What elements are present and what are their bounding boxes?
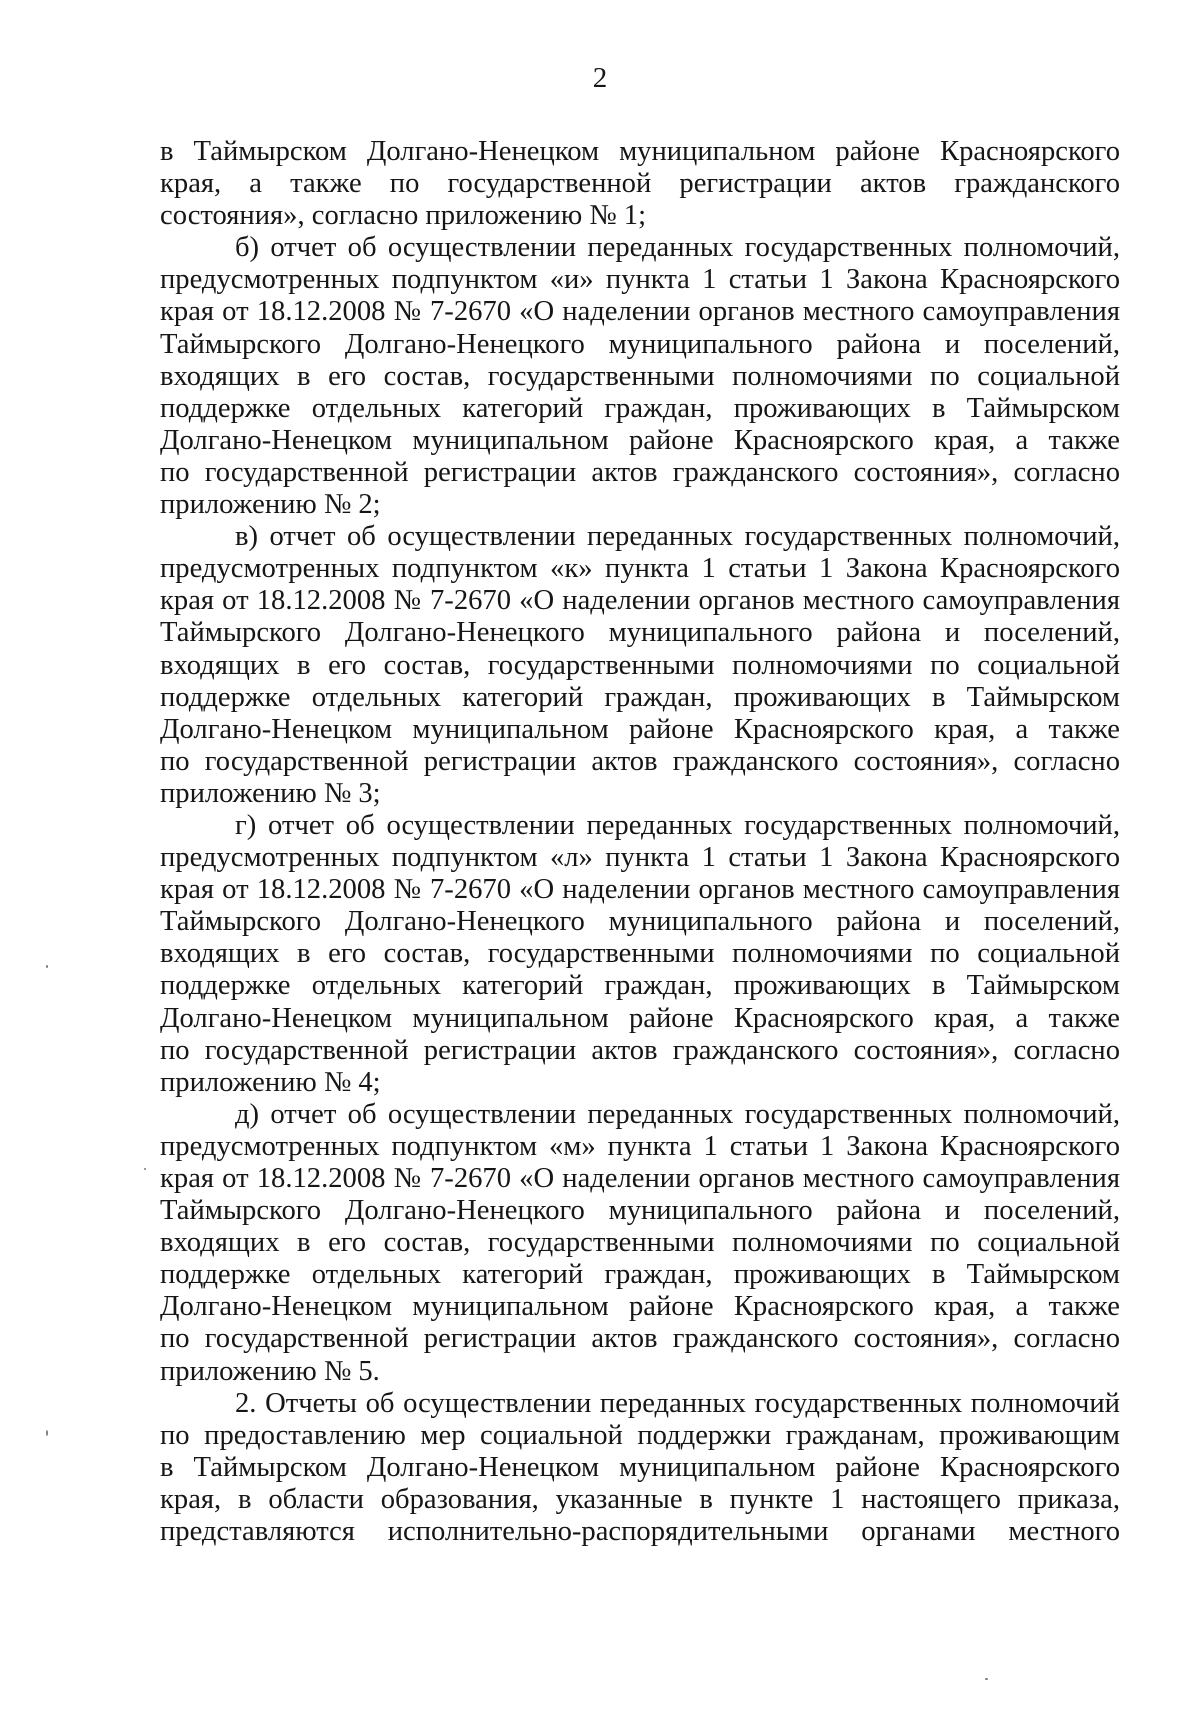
text-line: в Таймырском Долгано-Ненецком муниципальном районе Красноярского [160, 136, 1120, 167]
text-line: края от 18.12.2008 № 7-2670 «О наделении органов местного самоуправления [160, 874, 1120, 906]
text-line: по государственной регистрации актов гражданского состояния», согласно [160, 456, 1120, 488]
scan-speck [985, 1678, 988, 1680]
text-line: входящих в его состав, государственными полномочиями по социальной [160, 938, 1120, 970]
text-line: Долгано-Ненецком муниципальном районе Красноярского края, а также [160, 713, 1120, 745]
text-line: в Таймырском Долгано-Ненецком муниципальном районе Красноярского [160, 1451, 1120, 1483]
text-line: приложению № 3; [160, 777, 381, 809]
text-line: предусмотренных подпунктом «и» пункта 1 статьи 1 Закона Красноярского [160, 264, 1120, 296]
text-line: Таймырского Долгано-Ненецкого муниципального района и поселений, [160, 617, 1120, 649]
document-body [160, 136, 1120, 1548]
text-line: д) отчет об осуществлении переданных государственных полномочий, [235, 1098, 1120, 1130]
text-line: поддержке отдельных категорий граждан, проживающих в Таймырском [160, 970, 1120, 1002]
text-line: края от 18.12.2008 № 7-2670 «О наделении органов местного самоуправления [160, 1163, 1120, 1194]
paragraph-item-b [160, 232, 1120, 521]
text-line: поддержке отдельных категорий граждан, проживающих в Таймырском [160, 392, 1120, 424]
text-line: по предоставлению мер социальной поддержки гражданам, проживающим [160, 1419, 1120, 1451]
text-line: края, в области образования, указанные в пункте 1 настоящего приказа, [160, 1483, 1120, 1515]
text-line: поддержке отдельных категорий граждан, проживающих в Таймырском [160, 681, 1120, 713]
text-line: б) отчет об осуществлении переданных государственных полномочий, [235, 232, 1120, 264]
text-line: по государственной регистрации актов гражданского состояния», согласно [160, 745, 1120, 777]
text-line: приложению № 2; [160, 489, 381, 521]
text-line: края от 18.12.2008 № 7-2670 «О наделении органов местного самоуправления [160, 585, 1120, 617]
text-line: предусмотренных подпунктом «к» пункта 1 статьи 1 Закона Красноярского [160, 553, 1120, 585]
text-line: входящих в его состав, государственными полномочиями по социальной [160, 649, 1120, 681]
text-line: приложению № 4; [160, 1066, 381, 1098]
text-line: приложению № 5. [160, 1355, 380, 1387]
scan-speck [46, 1430, 48, 1436]
scan-speck [144, 1168, 146, 1170]
text-line: края от 18.12.2008 № 7-2670 «О наделении органов местного самоуправления [160, 296, 1120, 328]
scan-speck [46, 965, 48, 968]
text-line: входящих в его состав, государственными полномочиями по социальной [160, 1227, 1120, 1259]
text-line: по государственной регистрации актов гражданского состояния», согласно [160, 1323, 1120, 1355]
text-line: Таймырского Долгано-Ненецкого муниципального района и поселений, [160, 906, 1120, 938]
text-line: 2. Отчеты об осуществлении переданных государственных полномочий [235, 1387, 1120, 1419]
text-line: состояния», согласно приложению № 1; [160, 200, 647, 232]
paragraph-section-2 [160, 1388, 1120, 1548]
paragraph-item-d [160, 1099, 1120, 1388]
text-line: Долгано-Ненецком муниципальном районе Красноярского края, а также [160, 1002, 1120, 1034]
text-line: Долгано-Ненецком муниципальном районе Красноярского края, а также [160, 1291, 1120, 1323]
text-line: предусмотренных подпунктом «л» пункта 1 статьи 1 Закона Красноярского [160, 842, 1120, 874]
text-line: входящих в его состав, государственными полномочиями по социальной [160, 360, 1120, 392]
text-line: края, а также по государственной регистрации актов гражданского [160, 168, 1120, 200]
paragraph-item-g [160, 810, 1120, 1099]
text-line: в) отчет об осуществлении переданных государственных полномочий, [235, 521, 1120, 553]
text-line: Долгано-Ненецком муниципальном районе Красноярского края, а также [160, 424, 1120, 456]
text-line: г) отчет об осуществлении переданных государственных полномочий, [235, 809, 1120, 841]
page-number: 2 [592, 62, 608, 94]
text-line: поддержке отдельных категорий граждан, проживающих в Таймырском [160, 1259, 1120, 1291]
paragraph-item-v [160, 521, 1120, 810]
text-line: Таймырского Долгано-Ненецкого муниципального района и поселений, [160, 328, 1120, 360]
text-line: предусмотренных подпунктом «м» пункта 1 статьи 1 Закона Красноярского [160, 1130, 1120, 1162]
text-line: представляются исполнительно-распорядительными органами местного [160, 1516, 1120, 1548]
paragraph-1-continuation [160, 136, 1120, 232]
text-line: Таймырского Долгано-Ненецкого муниципального района и поселений, [160, 1195, 1120, 1227]
text-line: по государственной регистрации актов гражданского состояния», согласно [160, 1034, 1120, 1066]
